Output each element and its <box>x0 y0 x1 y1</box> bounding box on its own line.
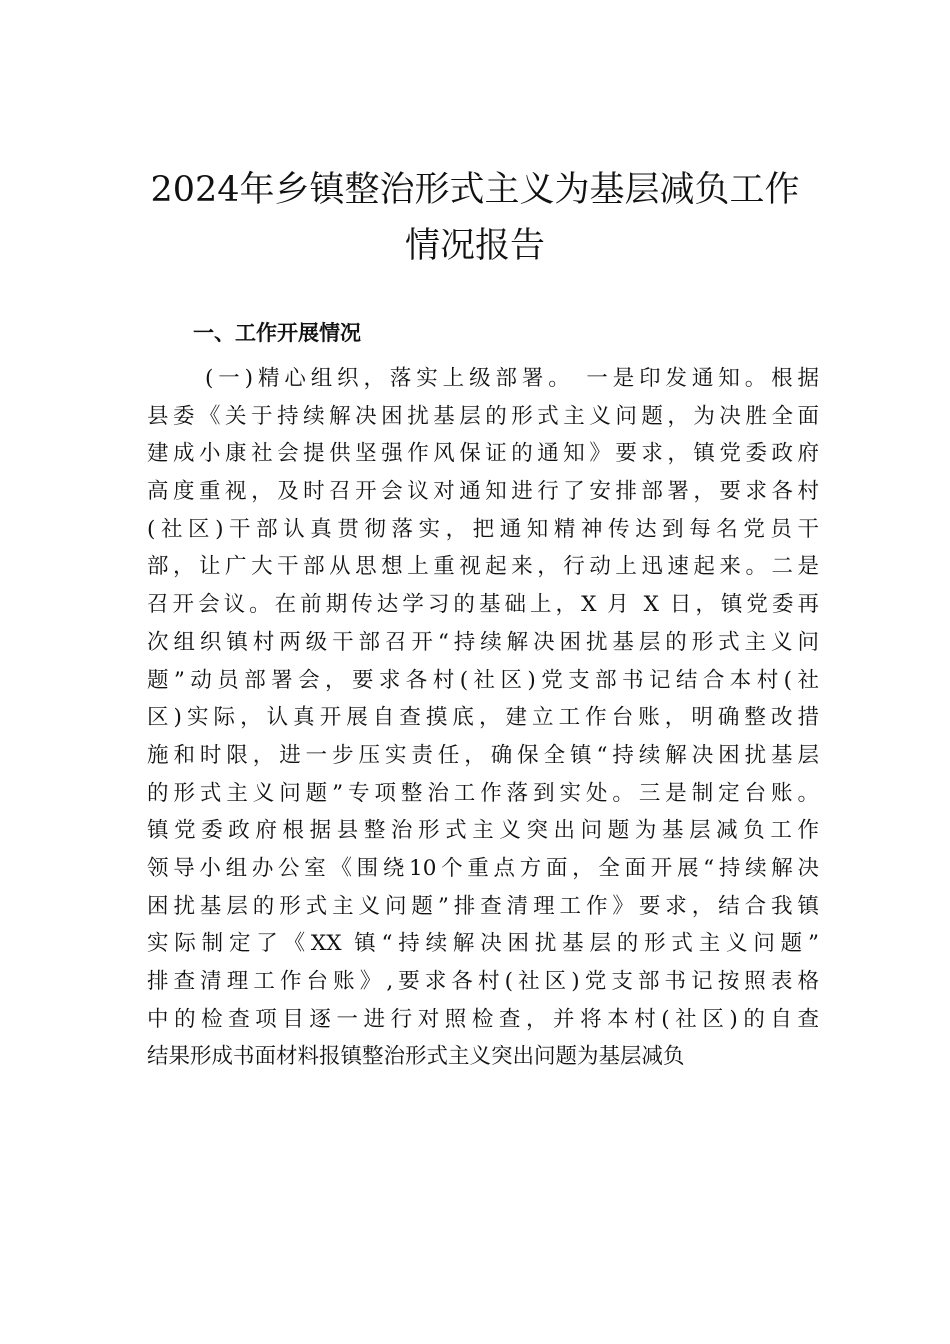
paragraph-line: 排查清理工作台账》,要求各村(社区)党支部书记按照表格 <box>147 969 819 994</box>
paragraph-line: 实际制定了《XX 镇“持续解决困扰基层的形式主义问题” <box>147 931 819 957</box>
paragraph-line: (一)精心组织，落实上级部署。 一是印发通知。根据 <box>205 366 819 391</box>
paragraph-line: 镇党委政府根据县整治形式主义突出问题为基层减负工作 <box>147 818 819 844</box>
document-title <box>120 162 830 274</box>
paragraph-line: 领导小组办公室《围绕10个重点方面，全面开展“持续解决 <box>147 855 819 881</box>
title-line-2: 情况报告 <box>404 226 545 266</box>
paragraph-line: 召开会议。在前期传达学习的基础上，X 月 X 日，镇党委再 <box>147 592 819 618</box>
body-paragraph <box>147 360 819 1076</box>
paragraph-line: 高度重视，及时召开会议对通知进行了安排部署，要求各村 <box>147 479 819 505</box>
paragraph-line: 题”动员部署会，要求各村(社区)党支部书记结合本村(社 <box>147 667 819 693</box>
paragraph-line: 建成小康社会提供坚强作风保证的通知》要求，镇党委政府 <box>147 441 819 467</box>
paragraph-line: 结果形成书面材料报镇整治形式主义突出问题为基层减负 <box>147 1044 685 1070</box>
paragraph-line: 次组织镇村两级干部召开“持续解决困扰基层的形式主义问 <box>147 629 819 655</box>
paragraph-line: 部，让广大干部从思想上重视起来，行动上迅速起来。二是 <box>147 554 819 580</box>
paragraph-line: 中的检查项目逐一进行对照检查，并将本村(社区)的自查 <box>147 1006 819 1032</box>
paragraph-line: 施和时限，进一步压实责任，确保全镇“持续解决困扰基层 <box>147 742 819 768</box>
section-heading: 一、工作开展情况 <box>193 321 361 345</box>
paragraph-line: 县委《关于持续解决困扰基层的形式主义问题，为决胜全面 <box>147 403 819 429</box>
paragraph-line: 区)实际，认真开展自查摸底，建立工作台账，明确整改措 <box>147 705 819 731</box>
paragraph-line: 的形式主义问题”专项整治工作落到实处。三是制定台账。 <box>147 780 819 806</box>
title-line-1: 2024年乡镇整治形式主义为基层减负工作 <box>150 170 800 210</box>
paragraph-line: (社区)干部认真贯彻落实，把通知精神传达到每名党员干 <box>147 516 819 542</box>
paragraph-line: 困扰基层的形式主义问题”排查清理工作》要求，结合我镇 <box>147 893 819 919</box>
